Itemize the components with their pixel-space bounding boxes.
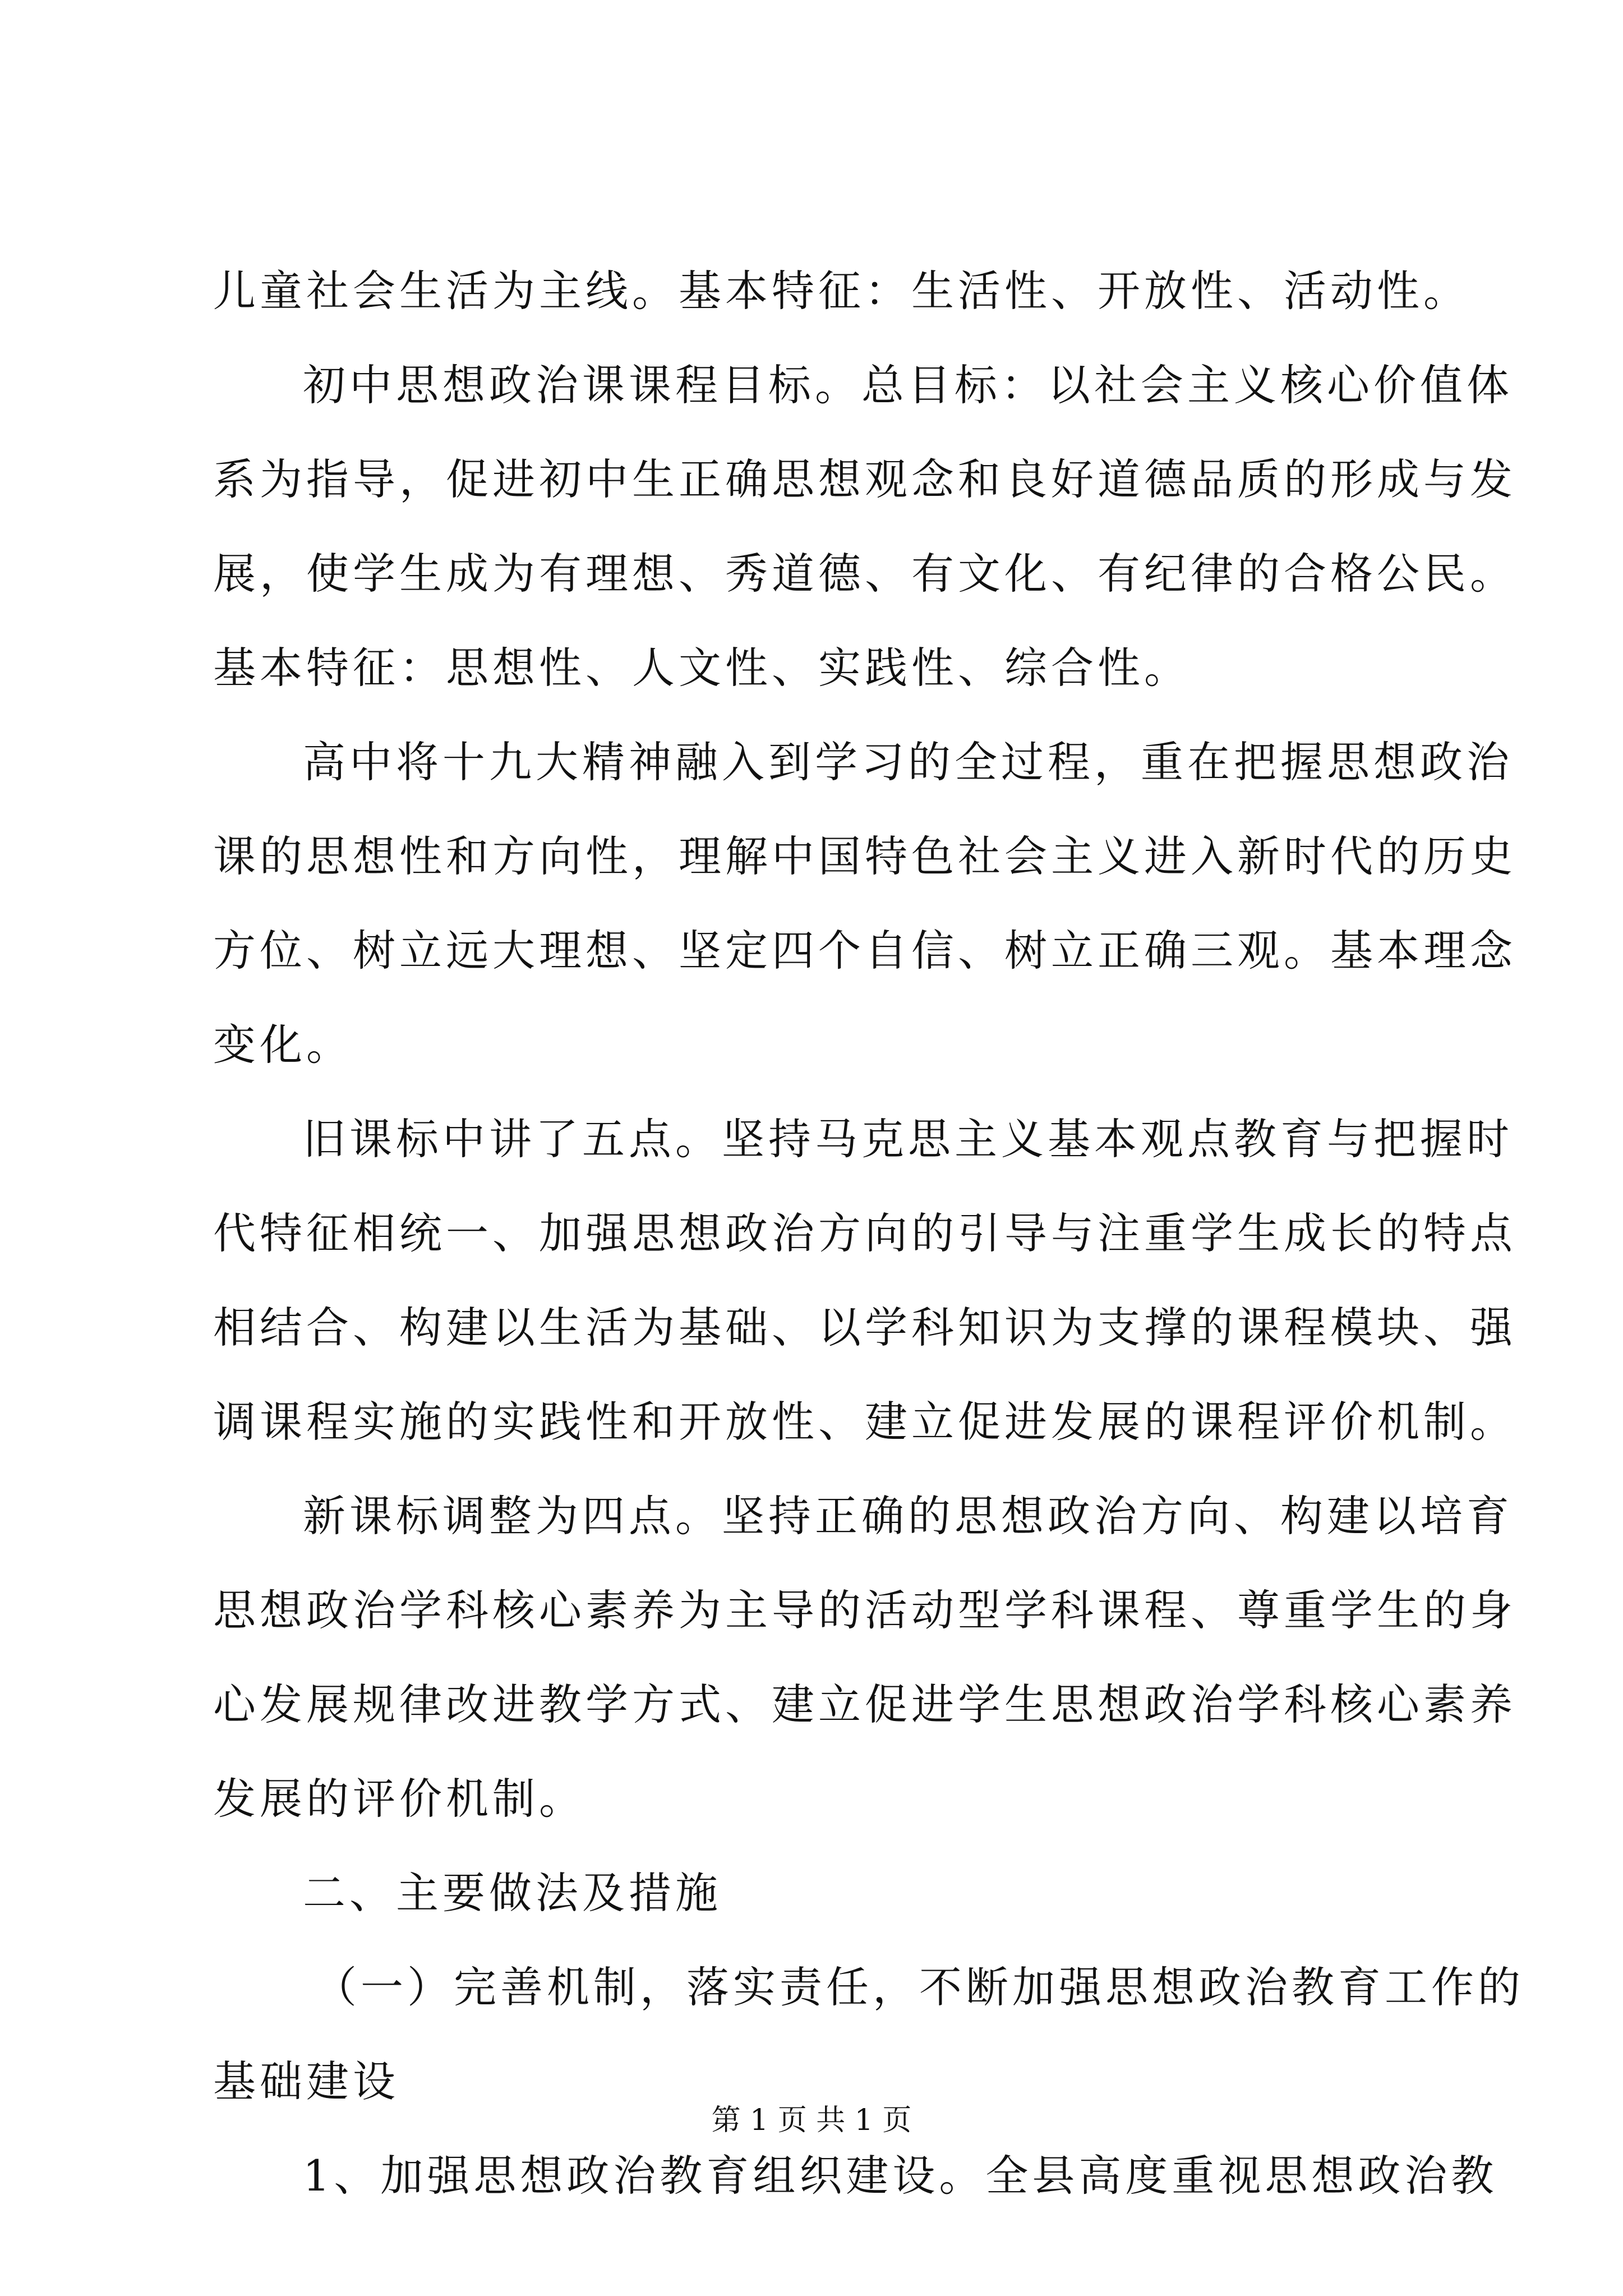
text-line: 基础建设 <box>213 2056 399 2106</box>
text-line: 儿童社会生活为主线。基本特征：生活性、开放性、活动性。 <box>213 266 1470 316</box>
text-line: 变化。 <box>213 1020 353 1070</box>
text-line: 高中将十九大精神融入到学习的全过程，重在把握思想政治 <box>303 737 1513 787</box>
text-line: 发展的评价机制。 <box>213 1774 585 1824</box>
text-line: 1、加强思想政治教育组织建设。全县高度重视思想政治教 <box>303 2151 1498 2201</box>
text-line: 展，使学生成为有理想、秀道德、有文化、有纪律的合格公民。 <box>213 549 1516 599</box>
text-line: 代特征相统一、加强思想政治方向的引导与注重学生成长的特点 <box>213 1208 1516 1258</box>
text-line: 初中思想政治课课程目标。总目标：以社会主义核心价值体 <box>303 360 1513 410</box>
text-line: 调课程实施的实践性和开放性、建立促进发展的课程评价机制。 <box>213 1397 1516 1447</box>
section-heading: 二、主要做法及措施 <box>303 1868 722 1918</box>
text-line: 系为指导，促进初中生正确思想观念和良好道德品质的形成与发 <box>213 454 1516 504</box>
text-line: 新课标调整为四点。坚持正确的思想政治方向、构建以培育 <box>303 1491 1513 1541</box>
text-line: 心发展规律改进教学方式、建立促进学生思想政治学科核心素养 <box>213 1680 1516 1729</box>
text-line: 基本特征：思想性、人文性、实践性、综合性。 <box>213 643 1191 693</box>
text-line: 思想政治学科核心素养为主导的活动型学科课程、尊重学生的身 <box>213 1585 1516 1635</box>
text-line: 旧课标中讲了五点。坚持马克思主义基本观点教育与把握时 <box>303 1114 1513 1164</box>
text-line: 相结合、构建以生活为基础、以学科知识为支撑的课程模块、强 <box>213 1303 1516 1352</box>
document-body <box>213 244 1524 2223</box>
text-line: 课的思想性和方向性，理解中国特色社会主义进入新时代的历史 <box>213 831 1516 881</box>
text-line: 方位、树立远大理想、坚定四个自信、树立正确三观。基本理念 <box>213 926 1516 976</box>
subsection-heading: （一）完善机制，落实责任，不断加强思想政治教育工作的 <box>314 1962 1524 2012</box>
page-footer: 第 1 页 共 1 页 <box>711 2104 912 2137</box>
